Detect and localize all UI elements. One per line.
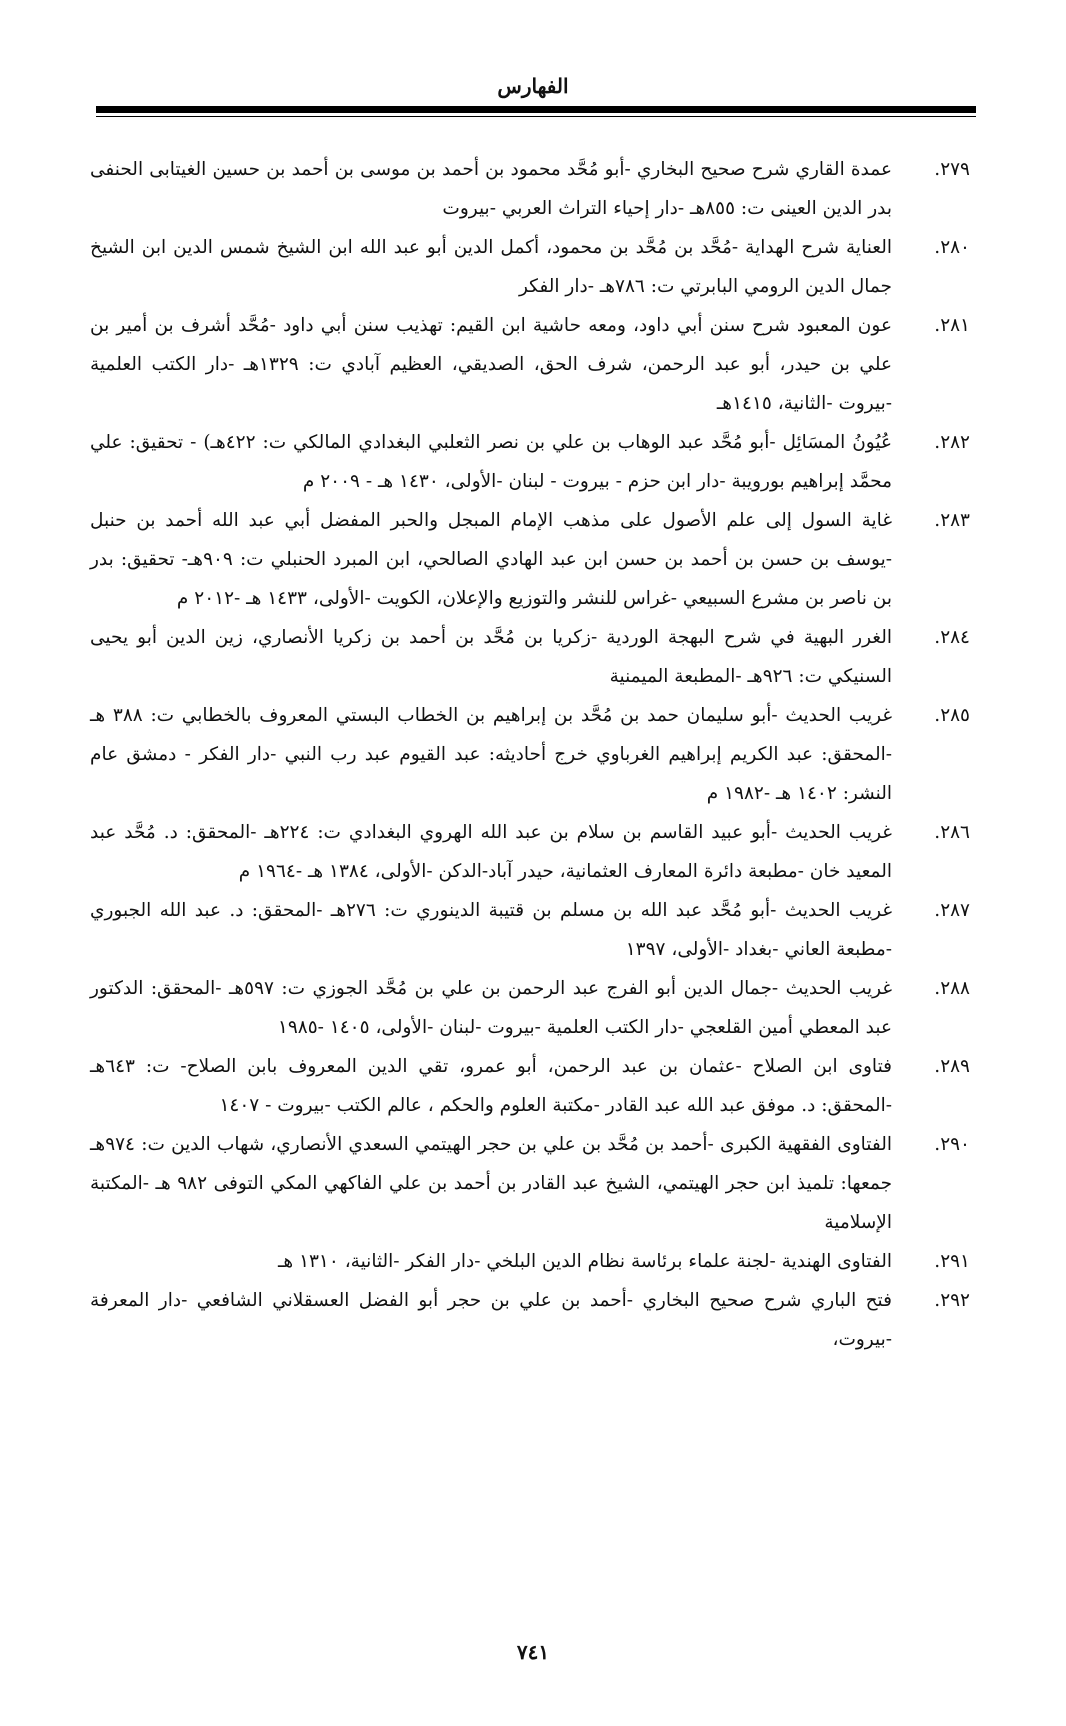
entry-number: ٢٨٩.	[934, 1056, 970, 1077]
entry-number: ٢٨٣.	[934, 510, 970, 531]
entry-text: الغرر البهية في شرح البهجة الوردية -زكريا بن مُحَّد بن أحمد بن زكريا الأنصاري، زين الدين أبو يحيى السنيكي ت: ٩٢٦هـ -المطبعة الميمنية	[90, 627, 892, 687]
entry-text: غريب الحديث -أبو عبيد القاسم بن سلام بن عبد الله الهروي البغدادي ت: ٢٢٤هـ -المحقق: د. مُحَّد عبد المعيد خان -مطبعة دائرة المعارف العثمانية، حيدر آباد-الدكن -الأولى، ١٣٨٤ هـ -١٩٦٤ م	[90, 822, 892, 882]
entry-number: ٢٨٤.	[934, 627, 970, 648]
bibliography-entry	[90, 891, 970, 969]
entry-text: غريب الحديث -أبو مُحَّد عبد الله بن مسلم بن قتيبة الدينوري ت: ٢٧٦هـ -المحقق: د. عبد الله الجبوري -مطبعة العاني -بغداد -الأولى، ١٣٩٧	[90, 900, 892, 960]
page-number: ٧٤١	[516, 1640, 550, 1664]
running-header-title: الفهارس	[497, 74, 569, 98]
bibliography-entry	[90, 618, 970, 696]
bibliography-entry	[90, 1242, 970, 1281]
entry-text: عمدة القاري شرح صحيح البخاري -أبو مُحَّد محمود بن أحمد بن موسى بن أحمد بن حسين الغيتابى الحنفى بدر الدين العينى ت: ٨٥٥هـ -دار إحياء التراث العربي -بيروت	[90, 159, 892, 219]
bibliography-entry	[90, 306, 970, 423]
entry-text: غريب الحديث -أبو سليمان حمد بن مُحَّد بن إبراهيم بن الخطاب البستي المعروف بالخطابي ت: ٣٨٨ هـ -المحقق: عبد الكريم إبراهيم الغرباوي خرج أحاديثه: عبد القيوم عبد رب النبي -دار الفكر - دمشق عام النشر: ١٤٠٢ هـ -١٩٨٢ م	[90, 705, 892, 804]
entry-number: ٢٨٦.	[934, 822, 970, 843]
bibliography-entry	[90, 696, 970, 813]
entry-text: غاية السول إلى علم الأصول على مذهب الإمام المبجل والحبر المفضل أبي عبد الله أحمد بن حنبل -يوسف بن حسن بن أحمد بن حسن ابن عبد الهادي الصالحي، ابن المبرد الحنبلي ت: ٩٠٩هـ- تحقيق: بدر بن ناصر بن مشرع السبيعي -غراس للنشر والتوزيع والإعلان، الكويت -الأولى، ١٤٣٣ هـ -٢٠١٢ م	[90, 510, 892, 609]
bibliography-entry	[90, 228, 970, 306]
entry-text: الفتاوى الفقهية الكبرى -أحمد بن مُحَّد بن علي بن حجر الهيتمي السعدي الأنصاري، شهاب الدين ت: ٩٧٤هـ جمعها: تلميذ ابن حجر الهيتمي، الشيخ عبد القادر بن أحمد بن علي الفاكهي المكي التوفى ٩٨٢ هـ -المكتبة الإسلامية	[90, 1134, 893, 1233]
entry-text: عُيُونُ المسَائِل -أبو مُحَّد عبد الوهاب بن علي بن نصر الثعلبي البغدادي المالكي ت: ٤٢٢هـ) - تحقيق: علي محمَّد إبراهيم بورويبة -دار ابن حزم - بيروت - لبنان -الأولى، ١٤٣٠ هـ - ٢٠٠٩ م	[90, 432, 892, 492]
entry-text: الفتاوى الهندية -لجنة علماء برئاسة نظام الدين البلخي -دار الفكر -الثانية، ١٣١٠ هـ	[278, 1251, 892, 1272]
entry-number: ٢٩٢.	[934, 1290, 970, 1311]
bibliography-entry	[90, 1281, 970, 1359]
entry-number: ٢٨١.	[934, 315, 970, 336]
header-thin-rule	[96, 116, 976, 117]
entry-number: ٢٩١.	[934, 1251, 970, 1272]
entry-text: فتح الباري شرح صحيح البخاري -أحمد بن علي بن حجر أبو الفضل العسقلاني الشافعي -دار المعرفة -بيروت،	[90, 1290, 892, 1350]
entry-number: ٢٩٠.	[934, 1134, 970, 1155]
bibliography-entry	[90, 813, 970, 891]
header-thick-rule	[96, 106, 976, 113]
bibliography-entry	[90, 1047, 970, 1125]
entry-number: ٢٨٠.	[934, 237, 970, 258]
entry-number: ٢٧٩.	[934, 159, 970, 180]
bibliography-entry	[90, 501, 970, 618]
entry-number: ٢٨٥.	[934, 705, 970, 726]
entry-text: عون المعبود شرح سنن أبي داود، ومعه حاشية ابن القيم: تهذيب سنن أبي داود -مُحَّد أشرف بن أمير بن علي بن حيدر، أبو عبد الرحمن، شرف الحق، الصديقي، العظيم آبادي ت: ١٣٢٩هـ -دار الكتب العلمية -بيروت -الثانية، ١٤١٥هـ	[90, 315, 892, 414]
entry-number: ٢٨٢.	[934, 432, 970, 453]
bibliography-entry	[90, 1125, 970, 1242]
bibliography-entry	[90, 423, 970, 501]
bibliography-list	[90, 150, 970, 1359]
entry-text: غريب الحديث -جمال الدين أبو الفرج عبد الرحمن بن علي بن مُحَّد الجوزي ت: ٥٩٧هـ -المحقق: الدكتور عبد المعطي أمين القلعجي -دار الكتب العلمية -بيروت -لبنان -الأولى، ١٤٠٥ -١٩٨٥	[90, 978, 892, 1038]
bibliography-entry	[90, 969, 970, 1047]
entry-number: ٢٨٧.	[934, 900, 970, 921]
entry-text: العناية شرح الهداية -مُحَّد بن مُحَّد بن محمود، أكمل الدين أبو عبد الله ابن الشيخ شمس الدين ابن الشيخ جمال الدين الرومي البابرتي ت: ٧٨٦هـ -دار الفكر	[90, 237, 892, 297]
bibliography-entry	[90, 150, 970, 228]
entry-number: ٢٨٨.	[934, 978, 970, 999]
entry-text: فتاوى ابن الصلاح -عثمان بن عبد الرحمن، أبو عمرو، تقي الدين المعروف بابن الصلاح- ت: ٦٤٣هـ -المحقق: د. موفق عبد الله عبد القادر -مكتبة العلوم والحكم ، عالم الكتب -بيروت - ١٤٠٧	[90, 1056, 892, 1116]
